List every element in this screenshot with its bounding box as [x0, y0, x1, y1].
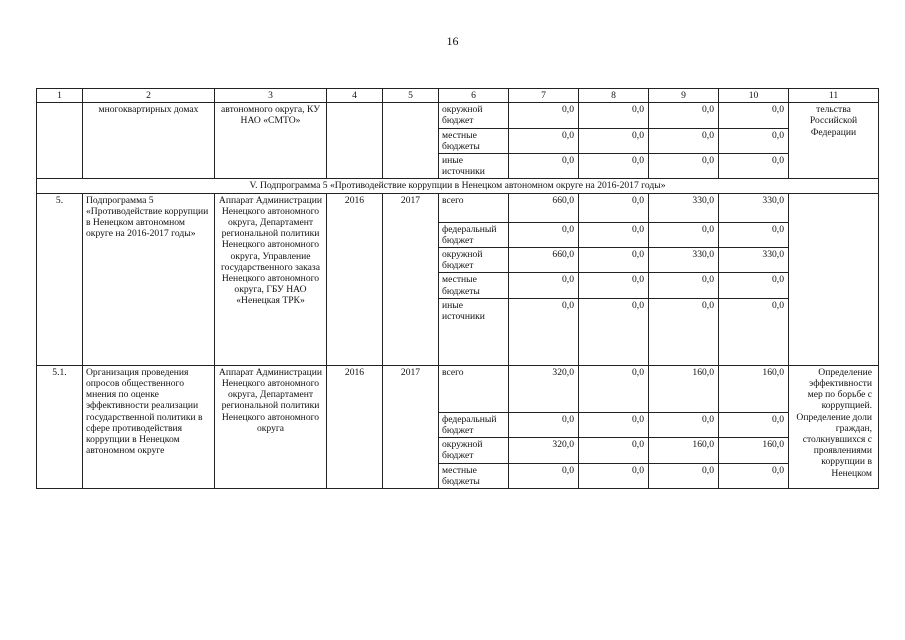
value-2015: 0,0: [579, 128, 649, 153]
value-2016: 0,0: [649, 128, 719, 153]
funding-source: федеральный бюджет: [439, 412, 509, 437]
value-2015: 0,0: [579, 248, 649, 273]
header-cell: 5: [383, 89, 439, 103]
activity-name: многоквартирных домах: [83, 103, 215, 179]
value-2015: 0,0: [579, 365, 649, 412]
value-total: 0,0: [509, 412, 579, 437]
funding-source: окружной бюджет: [439, 103, 509, 128]
header-cell: 1: [37, 89, 83, 103]
value-2015: 0,0: [579, 438, 649, 463]
expected-result: [789, 193, 879, 365]
value-2015: 0,0: [579, 103, 649, 128]
value-2015: 0,0: [579, 412, 649, 437]
value-2017: 160,0: [719, 438, 789, 463]
value-2017: 0,0: [719, 463, 789, 488]
value-total: 0,0: [509, 463, 579, 488]
value-2017: 0,0: [719, 273, 789, 298]
value-2016: 330,0: [649, 193, 719, 222]
row-number: 5.: [37, 193, 83, 365]
funding-source: иные источники: [439, 154, 509, 179]
program-table: [36, 88, 879, 489]
header-cell: 7: [509, 89, 579, 103]
start-year: [327, 103, 383, 179]
end-year: 2017: [383, 193, 439, 365]
section-title: V. Подпрограмма 5 «Противодействие коррупции в Ненецком автономном округе на 2016-2017 годы»: [37, 179, 879, 193]
header-cell: 10: [719, 89, 789, 103]
expected-result: тельства Российской Федерации: [789, 103, 879, 179]
value-total: 0,0: [509, 154, 579, 179]
value-total: 660,0: [509, 248, 579, 273]
value-total: 0,0: [509, 298, 579, 365]
executor: автономного округа, КУ НАО «СМТО»: [215, 103, 327, 179]
funding-source: местные бюджеты: [439, 273, 509, 298]
value-total: 320,0: [509, 365, 579, 412]
funding-source: иные источники: [439, 298, 509, 365]
funding-source: окружной бюджет: [439, 248, 509, 273]
activity-name: Организация проведения опросов общественного мнения по оценке эффективности реализации государственной политики в сфере противодействия коррупции в Ненецком автономном округе: [83, 365, 215, 488]
value-2015: 0,0: [579, 222, 649, 247]
table-row: [37, 365, 879, 412]
value-total: 0,0: [509, 103, 579, 128]
header-cell: 2: [83, 89, 215, 103]
funding-source: всего: [439, 193, 509, 222]
funding-source: местные бюджеты: [439, 463, 509, 488]
executor: Аппарат Администрации Ненецкого автономного округа, Департамент региональной политики Ненецкого автономного округа, Управление государственного заказа Ненецкого автономного округа, ГБУ НАО «Ненецкая ТРК»: [215, 193, 327, 365]
executor: Аппарат Администрации Ненецкого автономного округа, Департамент региональной политики Ненецкого автономного округа: [215, 365, 327, 488]
funding-source: всего: [439, 365, 509, 412]
value-2017: 160,0: [719, 365, 789, 412]
page-number: 16: [446, 34, 459, 48]
header-cell: 6: [439, 89, 509, 103]
row-number: 5.1.: [37, 365, 83, 488]
value-2016: 0,0: [649, 298, 719, 365]
end-year: 2017: [383, 365, 439, 488]
header-cell: 3: [215, 89, 327, 103]
value-2017: 0,0: [719, 103, 789, 128]
activity-name: Подпрограмма 5 «Противодействие коррупции в Ненецком автономном округе на 2016-2017 годы»: [83, 193, 215, 365]
table-header-row: [37, 89, 879, 103]
funding-source: федеральный бюджет: [439, 222, 509, 247]
value-2016: 330,0: [649, 248, 719, 273]
table-row: [37, 103, 879, 128]
row-number: [37, 103, 83, 179]
section-row: [37, 179, 879, 193]
expected-result: Определение эффективности мер по борьбе с коррупцией. Определение доли граждан, столкнувшихся с проявлениями коррупции в Ненецком: [789, 365, 879, 488]
value-2017: 0,0: [719, 222, 789, 247]
header-cell: 11: [789, 89, 879, 103]
value-2016: 0,0: [649, 412, 719, 437]
value-2017: 0,0: [719, 298, 789, 365]
value-total: 0,0: [509, 222, 579, 247]
value-2016: 0,0: [649, 154, 719, 179]
funding-source: местные бюджеты: [439, 128, 509, 153]
value-2015: 0,0: [579, 463, 649, 488]
value-2016: 0,0: [649, 103, 719, 128]
start-year: 2016: [327, 193, 383, 365]
value-2015: 0,0: [579, 273, 649, 298]
funding-source: окружной бюджет: [439, 438, 509, 463]
value-2016: 0,0: [649, 273, 719, 298]
value-total: 660,0: [509, 193, 579, 222]
value-total: 320,0: [509, 438, 579, 463]
value-2017: 330,0: [719, 248, 789, 273]
value-total: 0,0: [509, 273, 579, 298]
value-2017: 0,0: [719, 154, 789, 179]
header-cell: 9: [649, 89, 719, 103]
value-2016: 160,0: [649, 438, 719, 463]
value-2016: 160,0: [649, 365, 719, 412]
value-2017: 330,0: [719, 193, 789, 222]
value-2016: 0,0: [649, 222, 719, 247]
value-2015: 0,0: [579, 154, 649, 179]
value-2016: 0,0: [649, 463, 719, 488]
value-2015: 0,0: [579, 193, 649, 222]
value-2017: 0,0: [719, 128, 789, 153]
table-row: [37, 193, 879, 222]
end-year: [383, 103, 439, 179]
header-cell: 8: [579, 89, 649, 103]
value-2015: 0,0: [579, 298, 649, 365]
value-2017: 0,0: [719, 412, 789, 437]
value-total: 0,0: [509, 128, 579, 153]
start-year: 2016: [327, 365, 383, 488]
header-cell: 4: [327, 89, 383, 103]
